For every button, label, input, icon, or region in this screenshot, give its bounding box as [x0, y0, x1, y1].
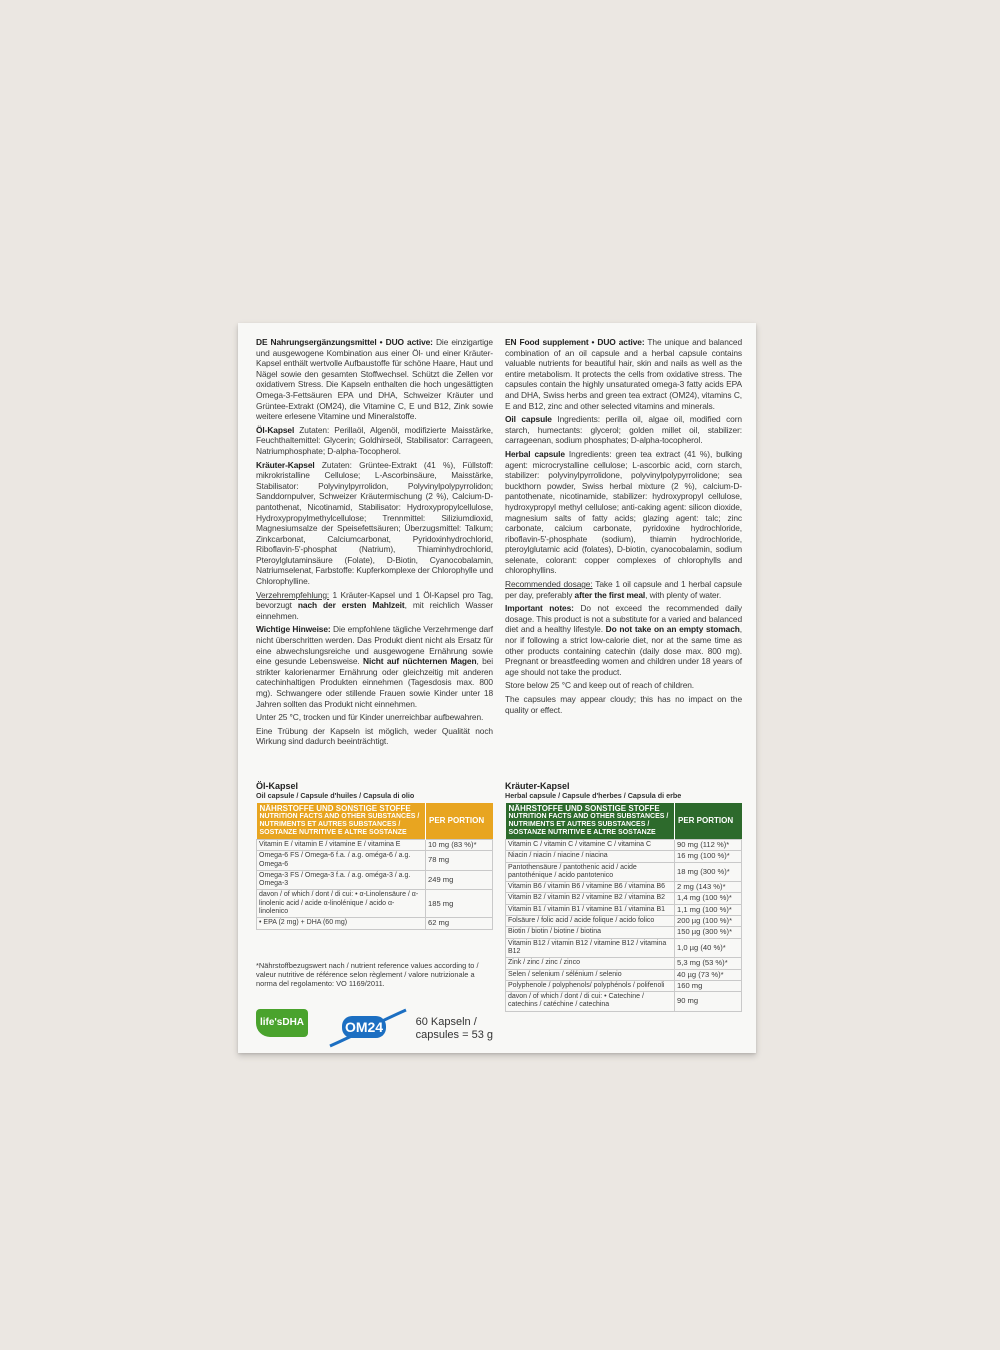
nutrient-value: 1,1 mg (100 %)* [675, 904, 742, 915]
herbal-nutrition-table [505, 803, 742, 1012]
nutrient-name: davon / of which / dont / di cui: • Catechine / catechins / catéchine / catechina [506, 992, 675, 1012]
nutrient-name: Folsäure / folic acid / acide folique / acido folico [506, 916, 675, 927]
en-oil-ingredients: Oil capsule Ingredients: perilla oil, algae oil, modified corn starch, humectants: glycerol; golden millet oil, stabilizer: carrageenan, sodium phosphates; D-alpha-tocopherol. [505, 414, 742, 446]
table-row [257, 840, 493, 851]
de-cloudiness: Eine Trübung der Kapseln ist möglich, weder Qualität noch Wirkung sind dadurch beeinträchtigt. [256, 725, 493, 747]
de-intro: DE Nahrungsergänzungsmittel • DUO active: Die einzigartige und ausgewogene Kombination aus einer Öl- und einer Kräuter-Kapsel enthält wertvolle Aufbaustoffe für schöne Haare, Haut und Nägel sowie den gesamten Stoffwechsel. Schützt die Zellen vor oxidativem Stress. Die Kapseln enthalten die hoch ungesättigten Omega-3-Fettsäuren EPA und DHA, Schweizer Kräuter und Grüntee-Extrakt (OM24), die Vitamine C, E und B12, Zink sowie weitere erlesene Vitamine und Mineralstoffe. [256, 337, 493, 422]
nutrient-name: Vitamin B2 / vitamin B2 / vitamine B2 / vitamina B2 [506, 893, 675, 904]
oil-table-subtitle: Oil capsule / Capsule d'huiles / Capsula di olio [256, 791, 415, 800]
en-intro: EN Food supplement • DUO active: The unique and balanced combination of an oil capsule and a herbal capsule contains valuable nutrients for beautiful hair, skin and nails as well as the entire metabolism. It protects the cells from oxidative stress. The capsules contain the highly unsaturated omega-3 fatty acids EPA and DHA, Swiss herbs and green tea extract (OM24), vitamins C, E and B12, zinc and other selected vitamins and minerals. [505, 337, 742, 411]
oil-capsule-nutrition [256, 781, 493, 930]
svg-text:OM24: OM24 [344, 1019, 384, 1035]
nutrient-name: Zink / zinc / zinc / zinco [506, 958, 675, 969]
nutrient-value: 18 mg (300 %)* [675, 862, 742, 882]
table-row [506, 980, 742, 991]
footnote: *Nährstoffbezugswert nach / nutrient reference values according to / valeur nutritive de référence selon règlement / valore nutrizionale a norma del regolamento: VO 1169/2011. [256, 961, 479, 988]
en-cloudiness: The capsules may appear cloudy; this has no impact on the quality or effect. [505, 694, 742, 715]
herbal-table-subtitle: Herbal capsule / Capsule d'herbes / Capsula di erbe [505, 791, 682, 800]
de-notes: Wichtige Hinweise: Die empfohlene tägliche Verzehrmenge darf nicht überschritten werden. Das Produkt dient nicht als Ersatz für eine abwechslungsreiche und ausgewogene Ernährung sowie eine gesunde Lebensweise. Nicht auf nüchternen Magen, bei strikter kalorienarmer Ernährung oder gleichzeitig mit anderen catechinhaltigen Produkten einnehmen (Tagesdosis max. 800 mg). Schwangere oder stillende Frauen sowie Kinder unter 18 Jahren sollten das Produkt nicht einnehmen. [256, 624, 493, 709]
nutrient-name: Vitamin B6 / vitamin B6 / vitamine B6 / vitamina B6 [506, 882, 675, 893]
nutrient-value: 5,3 mg (53 %)* [675, 958, 742, 969]
nutrient-name: Vitamin E / vitamin E / vitamine E / vitamina E [257, 840, 426, 851]
om24-logo [328, 1008, 408, 1048]
table-row [506, 840, 742, 851]
table-row [257, 918, 493, 929]
package-back [238, 323, 756, 1053]
lifes-dha-logo: life'sDHA [256, 1009, 308, 1037]
table-row [257, 870, 493, 890]
table-row [257, 851, 493, 871]
nutrient-name: Vitamin B1 / vitamin B1 / vitamine B1 / vitamina B1 [506, 904, 675, 915]
nutrient-value: 249 mg [426, 870, 493, 890]
nutrient-name: Biotin / biotin / biotine / biotina [506, 927, 675, 938]
table-row [506, 904, 742, 915]
nutrient-value: 200 µg (100 %)* [675, 916, 742, 927]
de-storage: Unter 25 °C, trocken und für Kinder unerreichbar aufbewahren. [256, 712, 484, 723]
nutrient-value: 90 mg (112 %)* [675, 840, 742, 851]
nutrient-value: 90 mg [675, 992, 742, 1012]
table-row [506, 927, 742, 938]
table-row [506, 862, 742, 882]
herbal-capsule-nutrition [505, 781, 742, 1012]
nutrient-name: Polyphenole / polyphenols/ polyphénols / polifenoli [506, 980, 675, 991]
nutrient-value: 150 µg (300 %)* [675, 927, 742, 938]
table-row [506, 958, 742, 969]
en-storage: Store below 25 °C and keep out of reach of children. [505, 680, 695, 691]
en-herbal-ingredients: Herbal capsule Ingredients: green tea extract (41 %), bulking agent: microcrystalline cellulose; L-ascorbic acid, corn starch, stabilizer: polyvinylpyrrolidone, polyvinylpolypyrrolidone; sea buckthorn powder, Swiss herbal mixture (2 %), calcium-D-pantothenate, nicotinamide, stabilizer: hydroxypropyl cellulose, hydroxypropyl methyl cellulose; anti-caking agent: silicon dioxide, magnesium salts of fatty acids; glazing agent: talc; zinc carbonate, calcium carbonate, pyridoxine hydrochloride, riboflavin-5'-phosphate (sodium), thiamin hydrochloride, pteroylglutamic acid (folates), D-biotin, cyanocobalamin, sodium selenate, colorant: copper complexes of chlorophylls and chlorophyllins. [505, 448, 742, 576]
english-text-column [505, 337, 742, 718]
nutrient-name: Pantothensäure / pantothenic acid / acide pantothénique / acido pantotenico [506, 862, 675, 882]
nutrient-value: 78 mg [426, 851, 493, 871]
nutrient-name: Selen / selenium / sélénium / selenio [506, 969, 675, 980]
table-row [506, 851, 742, 862]
german-text-column [256, 337, 493, 750]
nutrient-name: Niacin / niacin / niacine / niacina [506, 851, 675, 862]
de-oil-ingredients: Öl-Kapsel Zutaten: Perillaöl, Algenöl, modifizierte Maisstärke, Feuchthaltemittel: Glycerin; Goldhirseöl, Stabilisator: Carrageen, Natriumphosphate; D-alpha-Tocopherol. [256, 424, 493, 456]
en-dosage: Recommended dosage: Take 1 oil capsule and 1 herbal capsule per day, preferably after the first meal, with plenty of water. [505, 579, 742, 600]
oil-table-header: NÄHRSTOFFE UND SONSTIGE STOFFE NUTRITION FACTS AND OTHER SUBSTANCES / NUTRIMENTS ET AUTRES SUBSTANCES / SOSTANZE NUTRITIVE E ALTRE SOSTANZE PER PORTION [257, 803, 493, 840]
herbal-table-header: NÄHRSTOFFE UND SONSTIGE STOFFE NUTRITION FACTS AND OTHER SUBSTANCES / NUTRIMENTS ET AUTRES SUBSTANCES / SOSTANZE NUTRITIVE E ALTRE SOSTANZE PER PORTION [506, 803, 742, 840]
table-row [257, 890, 493, 918]
nutrient-name: Vitamin C / vitamin C / vitamine C / vitamina C [506, 840, 675, 851]
nutrient-value: 160 mg [675, 980, 742, 991]
en-notes: Important notes: Do not exceed the recommended daily dosage. This product is not a substitute for a varied and balanced diet and a healthy lifestyle. Do not take on an empty stomach, nor if following a strict low-calorie diet, nor at the same time as other products containing catechin (daily dose max. 800 mg). Pregnant or breastfeeding women and children under 18 years of age should not take the product. [505, 603, 742, 677]
de-dosage: Verzehrempfehlung: 1 Kräuter-Kapsel und 1 Öl-Kapsel pro Tag, bevorzugt nach der ersten Mahlzeit, mit reichlich Wasser einnehmen. [256, 589, 493, 621]
de-herbal-ingredients: Kräuter-Kapsel Zutaten: Grüntee-Extrakt (41 %), Füllstoff: mikrokristalline Cellulose; L-Ascorbinsäure, Maisstärke, Stabilisator: Polyvinylpyrrolidon, Polyvinylpolypyrrolidon; Sanddornpulver, Schweizer Kräutermischung (2 %), Calcium-D-pantothenat, Nicotinamid, Stabilisator: Hydroxypropylcellulose, Hydroxypropylmethylcellulose; Trennmittel: Siliziumdioxid, Magnesiumsalze der Speisefettsäuren; Überzugsmittel: Talkum; Zinkcarbonat, Calciumcarbonat, Pyridoxinhydrochlorid, Riboflavin-5'-phosphat (Natrium), Thiaminhydrochlorid, Pteroylglutaminsäure (Folate), D-Biotin, Cyanocobalamin, Natriumselenat, Farbstoffe: Kupferkomplexe der Chlorophylle und Chlorophylline. [256, 459, 494, 587]
table-row [506, 916, 742, 927]
table-row [506, 882, 742, 893]
table-row [506, 893, 742, 904]
nutrient-name: Omega-6 FS / Omega-6 f.a. / a.g. oméga-6 / a.g. Omega-6 [257, 851, 426, 871]
herbal-table-title: Kräuter-Kapsel [505, 781, 570, 791]
oil-table-title: Öl-Kapsel [256, 781, 299, 791]
nutrient-name: Omega-3 FS / Omega-3 f.a. / a.g. oméga-3 / a.g. Omega-3 [257, 870, 426, 890]
nutrient-value: 185 mg [426, 890, 493, 918]
nutrient-value: 1,4 mg (100 %)* [675, 893, 742, 904]
nutrient-value: 40 µg (73 %)* [675, 969, 742, 980]
table-row [506, 969, 742, 980]
oil-nutrition-table [256, 803, 493, 930]
nutrient-value: 62 mg [426, 918, 493, 929]
logo-row [256, 1006, 493, 1048]
nutrient-value: 10 mg (83 %)* [426, 840, 493, 851]
nutrient-name: Vitamin B12 / vitamin B12 / vitamine B12 / vitamina B12 [506, 938, 675, 958]
nutrient-value: 1,0 µg (40 %)* [675, 938, 742, 958]
nutrient-name: davon / of which / dont / di cui: • α-Linolensäure / α-linolenic acid / acide α-linolénique / acido α-linolenico [257, 890, 426, 918]
nutrient-name: • EPA (2 mg) + DHA (60 mg) [257, 918, 426, 929]
nutrient-value: 16 mg (100 %)* [675, 851, 742, 862]
table-row [506, 992, 742, 1012]
capsule-count: 60 Kapseln / capsules = 53 g [415, 1016, 493, 1041]
nutrient-value: 2 mg (143 %)* [675, 882, 742, 893]
table-row [506, 938, 742, 958]
